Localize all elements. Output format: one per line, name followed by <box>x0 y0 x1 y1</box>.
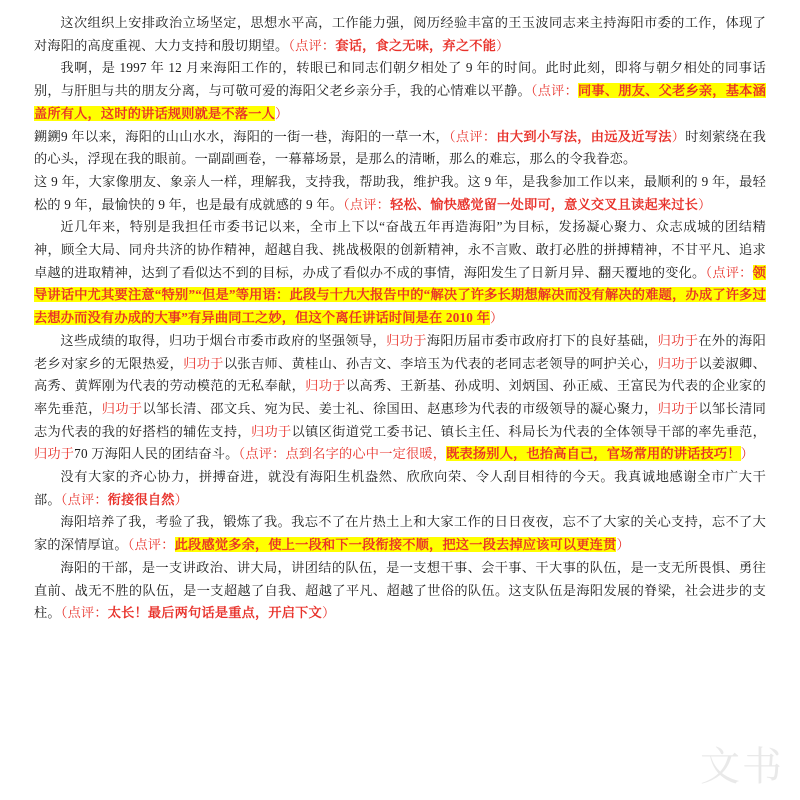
text-run: 归功于 <box>657 400 699 416</box>
text-run: （点评： <box>530 83 579 99</box>
text-run: 归功于 <box>657 332 699 348</box>
text-run: 此段感觉多余，使上一段和下一段衔接不顺，把这一段去掉应该可以更连贯 <box>174 537 617 553</box>
text-run: 以张吉师、黄桂山、孙吉文、李培玉为代表的老同志老领导的呵护关心， <box>223 355 658 371</box>
paragraph <box>34 216 766 330</box>
paragraph <box>34 57 766 125</box>
text-run: ） <box>321 605 336 621</box>
paragraph <box>34 126 766 171</box>
text-run: 点到名字的心中一定很暖， <box>285 446 447 462</box>
paragraph <box>34 330 766 466</box>
text-run: ） <box>616 537 630 553</box>
text-run: 同事、朋友、父老乡亲，基本涵盖所有人，这时的讲话规则就是不落一人 <box>34 83 766 121</box>
text-run: 归功于 <box>657 355 699 371</box>
text-run: 以邹长清同志为代表的我的好搭档的辅佐支持， <box>34 400 767 439</box>
text-run: ） <box>274 105 289 121</box>
text-run: （点评： <box>60 491 108 507</box>
text-run: （点评： <box>60 605 108 621</box>
paragraph <box>34 466 766 511</box>
text-run: 太长！最后两句话是重点，开启下文 <box>107 605 322 621</box>
paragraph <box>34 12 766 57</box>
text-run: 归功于 <box>305 378 346 394</box>
text-run: 轻松、愉快感觉留一处即可，意义交叉且读起来过长 <box>390 196 698 212</box>
text-run: （点评： <box>127 537 175 553</box>
text-run: 以镇区街道党工委书记、镇长主任、科局长为代表的全体领导干部的率先垂范， <box>291 423 766 439</box>
text-run: 海阳的干部，是一支讲政治、讲大局，讲团结的队伍，是一支想干事、会干事、干大事的队伍，是一支无所畏惧、勇往直前、战无不胜的队伍，是一支超越了自我、超越了平凡、超越了世俗的队伍。这支队伍是海阳发展的脊梁，社会进步的支柱。 <box>34 559 766 621</box>
text-run: 在外的海阳老乡对家乡的无限热爱， <box>34 332 766 371</box>
text-run: （点评： <box>288 37 336 53</box>
text-run: 海阳历届市委市政府打下的良好基础， <box>426 332 658 348</box>
text-run: ） <box>740 446 755 462</box>
text-run: 以姜淑卿、高秀、黄辉刚为代表的劳动模范的无私奉献， <box>34 355 766 394</box>
text-run: ） <box>495 37 510 53</box>
text-run: ） <box>698 196 712 212</box>
text-run: （点评： <box>705 264 753 280</box>
text-run: 这次组织上安排政治立场坚定，思想水平高，工作能力强，阅历经验丰富的王玉波同志来主持海阳市委的工作，体现了对海阳的高度重视、大力支持和殷切期望。 <box>34 15 766 53</box>
text-run: 近几年来，特别是我担任市委书记以来，全市上下以“奋战五年再造海阳”为目标，发扬凝心聚力、众志成城的团结精神，顾全大局、同舟共济的协作精神，超越自我、挑战极限的创新精神，永不言败、敢打必胜的拼搏精神，不甘平凡、追求卓越的进取精神，达到了看似达不到的目标，办成了看似办不成的事情，海阳发生了日新月异、翻天覆地的变化。 <box>34 219 766 280</box>
text-run: 归功于 <box>183 355 224 371</box>
text-run: 归功于 <box>386 332 427 348</box>
text-run: （点评： <box>343 196 391 212</box>
text-run: 套话，食之无味，弃之不能 <box>335 37 496 53</box>
document-body <box>34 12 766 625</box>
text-run: （点评： <box>238 446 286 462</box>
text-run: ） <box>489 310 504 326</box>
text-run: ） <box>174 491 189 507</box>
text-run: 这 9 年，大家像朋友、象亲人一样，理解我，支持我，帮助我，维护我。这 9 年，是我参加工作以来，最顺利的 9 年，最轻松的 9 年，最愉快的 9 年，也是最有成就感的 9 年。 <box>34 173 766 212</box>
text-run: 我啊，是 1997 年 12 月来海阳工作的，转眼已和同志们朝夕相处了 9 年的时间。此时此刻，即将与朝夕相处的同事话别，与肝胆与共的朋友分离，与可敬可爱的海阳父老乡亲分手，我的心情难以平静。 <box>34 60 766 99</box>
text-run: 衔接很自然 <box>107 491 175 507</box>
text-run: 归功于 <box>34 446 75 462</box>
text-run: 归功于 <box>250 423 292 439</box>
text-run: （点评： <box>449 128 497 144</box>
paragraph <box>34 511 766 556</box>
text-run: 海阳培养了我，考验了我，锻炼了我。我忘不了在片热土上和大家工作的日日夜夜，忘不了大家的关心支持，忘不了大家的深情厚谊。 <box>34 514 766 553</box>
text-run: 鎙鎙9 年以来，海阳的山山水水，海阳的一街一巷，海阳的一草一木， <box>34 128 449 144</box>
text-run: 以高秀、王新基、孙成明、刘炳国、孙正威、王富民为代表的企业家的率先垂范， <box>34 378 766 416</box>
text-run: 以邹长清、邵文兵、宛为民、姜士礼、徐国田、赵惠珍为代表的市级领导的凝心聚力， <box>142 400 658 416</box>
text-run: 既表扬别人，也抬高自己，官场常用的讲话技巧！ <box>446 446 741 462</box>
text-run: 时刻萦绕在我的心头，浮现在我的眼前。一副副画卷，一幕幕场景，是那么的清晰，那么的难忘，那么的令我眷恋。 <box>34 128 767 167</box>
text-run: 领导讲话中尤其要注意“特别”“但是”等用语：此段与十九大报告中的“解决了许多长期想解决而没有解决的难题，办成了许多过去想办而没有办成的大事”有异曲同工之妙，但这个离任讲话时间是在 2010 年 <box>34 264 766 326</box>
text-run: 这些成绩的取得，归功于烟台市委市政府的坚强领导， <box>60 332 387 348</box>
text-run: 由大到小写法，由远及近写法 <box>496 128 672 144</box>
watermark-text: 文书 <box>700 744 784 789</box>
text-run: 归功于 <box>101 400 143 416</box>
paragraph <box>34 171 766 216</box>
paragraph <box>34 557 766 625</box>
text-run: 没有大家的齐心协力，拼搏奋进，就没有海阳生机盎然、欣欣向荣、令人刮目相待的今天。我真诚地感谢全市广大干部。 <box>34 469 766 507</box>
text-run: 70 万海阳人民的团结奋斗。 <box>74 446 239 462</box>
text-run: ） <box>671 128 686 144</box>
